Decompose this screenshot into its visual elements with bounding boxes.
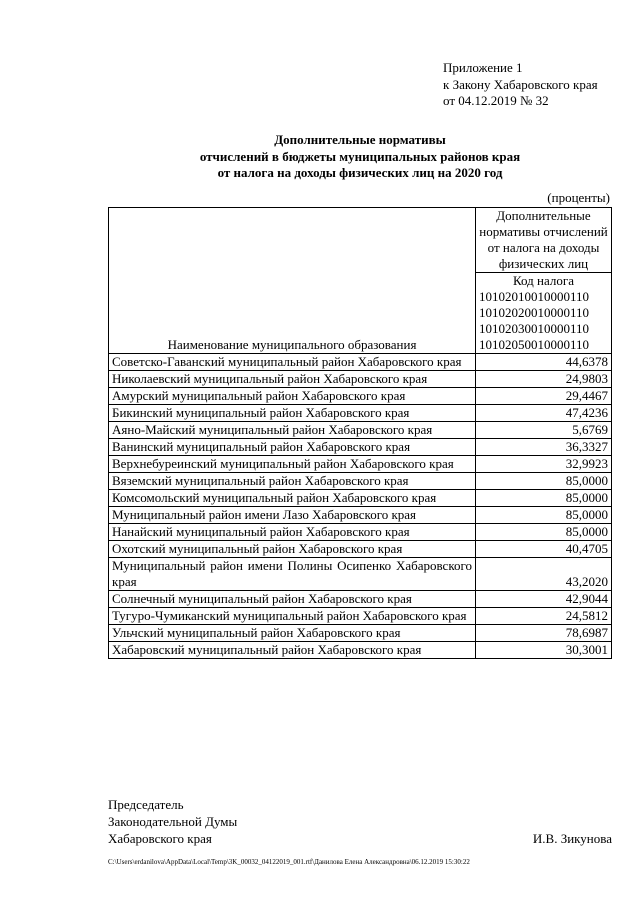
table-row bbox=[109, 422, 612, 439]
name-column-header: Наименование муниципального образования bbox=[109, 208, 476, 354]
tax-code: 10102050010000110 bbox=[479, 337, 590, 352]
district-name: Муниципальный район имени Полины Осипенко Хабаровского края bbox=[109, 558, 476, 591]
norms-table bbox=[108, 207, 612, 659]
district-value: 30,3001 bbox=[476, 642, 612, 659]
district-name: Комсомольский муниципальный район Хабаровского края bbox=[109, 490, 476, 507]
district-name: Вяземский муниципальный район Хабаровского края bbox=[109, 473, 476, 490]
district-name: Солнечный муниципальный район Хабаровского края bbox=[109, 591, 476, 608]
signer-name: И.В. Зикунова bbox=[532, 831, 612, 846]
district-name: Верхнебуреинский муниципальный район Хабаровского края bbox=[109, 456, 476, 473]
district-name: Нанайский муниципальный район Хабаровского края bbox=[109, 524, 476, 541]
table-row bbox=[109, 625, 612, 642]
district-value: 32,9923 bbox=[476, 456, 612, 473]
tax-code: 10102030010000110 bbox=[479, 321, 590, 336]
district-value: 40,4705 bbox=[476, 541, 612, 558]
district-value: 85,0000 bbox=[476, 524, 612, 541]
signature-line-2: Законодательной Думы bbox=[108, 814, 238, 829]
district-value: 24,9803 bbox=[476, 371, 612, 388]
district-value: 29,4467 bbox=[476, 388, 612, 405]
table-row bbox=[109, 524, 612, 541]
table-row bbox=[109, 456, 612, 473]
tax-code: 10102020010000110 bbox=[479, 305, 590, 320]
table-row bbox=[109, 642, 612, 659]
district-value: 47,4236 bbox=[476, 405, 612, 422]
district-name: Ульчский муниципальный район Хабаровского края bbox=[109, 625, 476, 642]
table-row bbox=[109, 354, 612, 371]
district-value: 42,9044 bbox=[476, 591, 612, 608]
district-name: Аяно-Майский муниципальный район Хабаровского края bbox=[109, 422, 476, 439]
table-row bbox=[109, 473, 612, 490]
table-row bbox=[109, 490, 612, 507]
district-value: 43,2020 bbox=[476, 558, 612, 591]
district-name: Муниципальный район имени Лазо Хабаровского края bbox=[109, 507, 476, 524]
table-row bbox=[109, 371, 612, 388]
signature-line-3: Хабаровского края bbox=[108, 831, 212, 846]
district-value: 85,0000 bbox=[476, 490, 612, 507]
district-name: Охотский муниципальный район Хабаровского края bbox=[109, 541, 476, 558]
appendix-line-3: от 04.12.2019 № 32 bbox=[443, 93, 549, 108]
appendix-header bbox=[443, 60, 598, 110]
tax-code-label: Код налога bbox=[513, 273, 574, 288]
district-value: 5,6769 bbox=[476, 422, 612, 439]
district-name: Советско-Гаванский муниципальный район Хабаровского края bbox=[109, 354, 476, 371]
footer-file-path: C:\Users\erdanilova\AppData\Local\Temp\3K_00032_04122019_001.rtf\Данилова Елена Александровна\06.12.2019 15:30:22 bbox=[108, 858, 470, 866]
district-name: Николаевский муниципальный район Хабаровского края bbox=[109, 371, 476, 388]
district-value: 85,0000 bbox=[476, 473, 612, 490]
district-value: 24,5812 bbox=[476, 608, 612, 625]
table-row bbox=[109, 558, 612, 591]
title-line-1: Дополнительные нормативы bbox=[274, 132, 446, 147]
appendix-line-1: Приложение 1 bbox=[443, 60, 523, 75]
table-row bbox=[109, 405, 612, 422]
tax-code: 10102010010000110 bbox=[479, 289, 590, 304]
table-row bbox=[109, 591, 612, 608]
table-row bbox=[109, 388, 612, 405]
signature-block bbox=[108, 796, 612, 847]
district-name: Амурский муниципальный район Хабаровского края bbox=[109, 388, 476, 405]
title-line-3: от налога на доходы физических лиц на 2020 год bbox=[217, 165, 503, 180]
table-row bbox=[109, 507, 612, 524]
district-name: Бикинский муниципальный район Хабаровского края bbox=[109, 405, 476, 422]
district-name: Ванинский муниципальный район Хабаровского края bbox=[109, 439, 476, 456]
district-value: 85,0000 bbox=[476, 507, 612, 524]
tax-code-cell bbox=[476, 273, 612, 354]
district-name: Хабаровский муниципальный район Хабаровского края bbox=[109, 642, 476, 659]
document-title bbox=[108, 132, 612, 182]
title-line-2: отчислений в бюджеты муниципальных районов края bbox=[199, 148, 521, 164]
district-name: Тугуро-Чумиканский муниципальный район Хабаровского края bbox=[109, 608, 476, 625]
table-row bbox=[109, 608, 612, 625]
norm-column-header: Дополнительные нормативы отчислений от налога на доходы физических лиц bbox=[476, 208, 612, 273]
table-row bbox=[109, 439, 612, 456]
appendix-line-2: к Закону Хабаровского края bbox=[443, 76, 598, 92]
units-label: (проценты) bbox=[547, 190, 610, 205]
district-value: 78,6987 bbox=[476, 625, 612, 642]
district-value: 44,6378 bbox=[476, 354, 612, 371]
table-row bbox=[109, 541, 612, 558]
district-value: 36,3327 bbox=[476, 439, 612, 456]
signature-line-1: Председатель bbox=[108, 797, 184, 812]
